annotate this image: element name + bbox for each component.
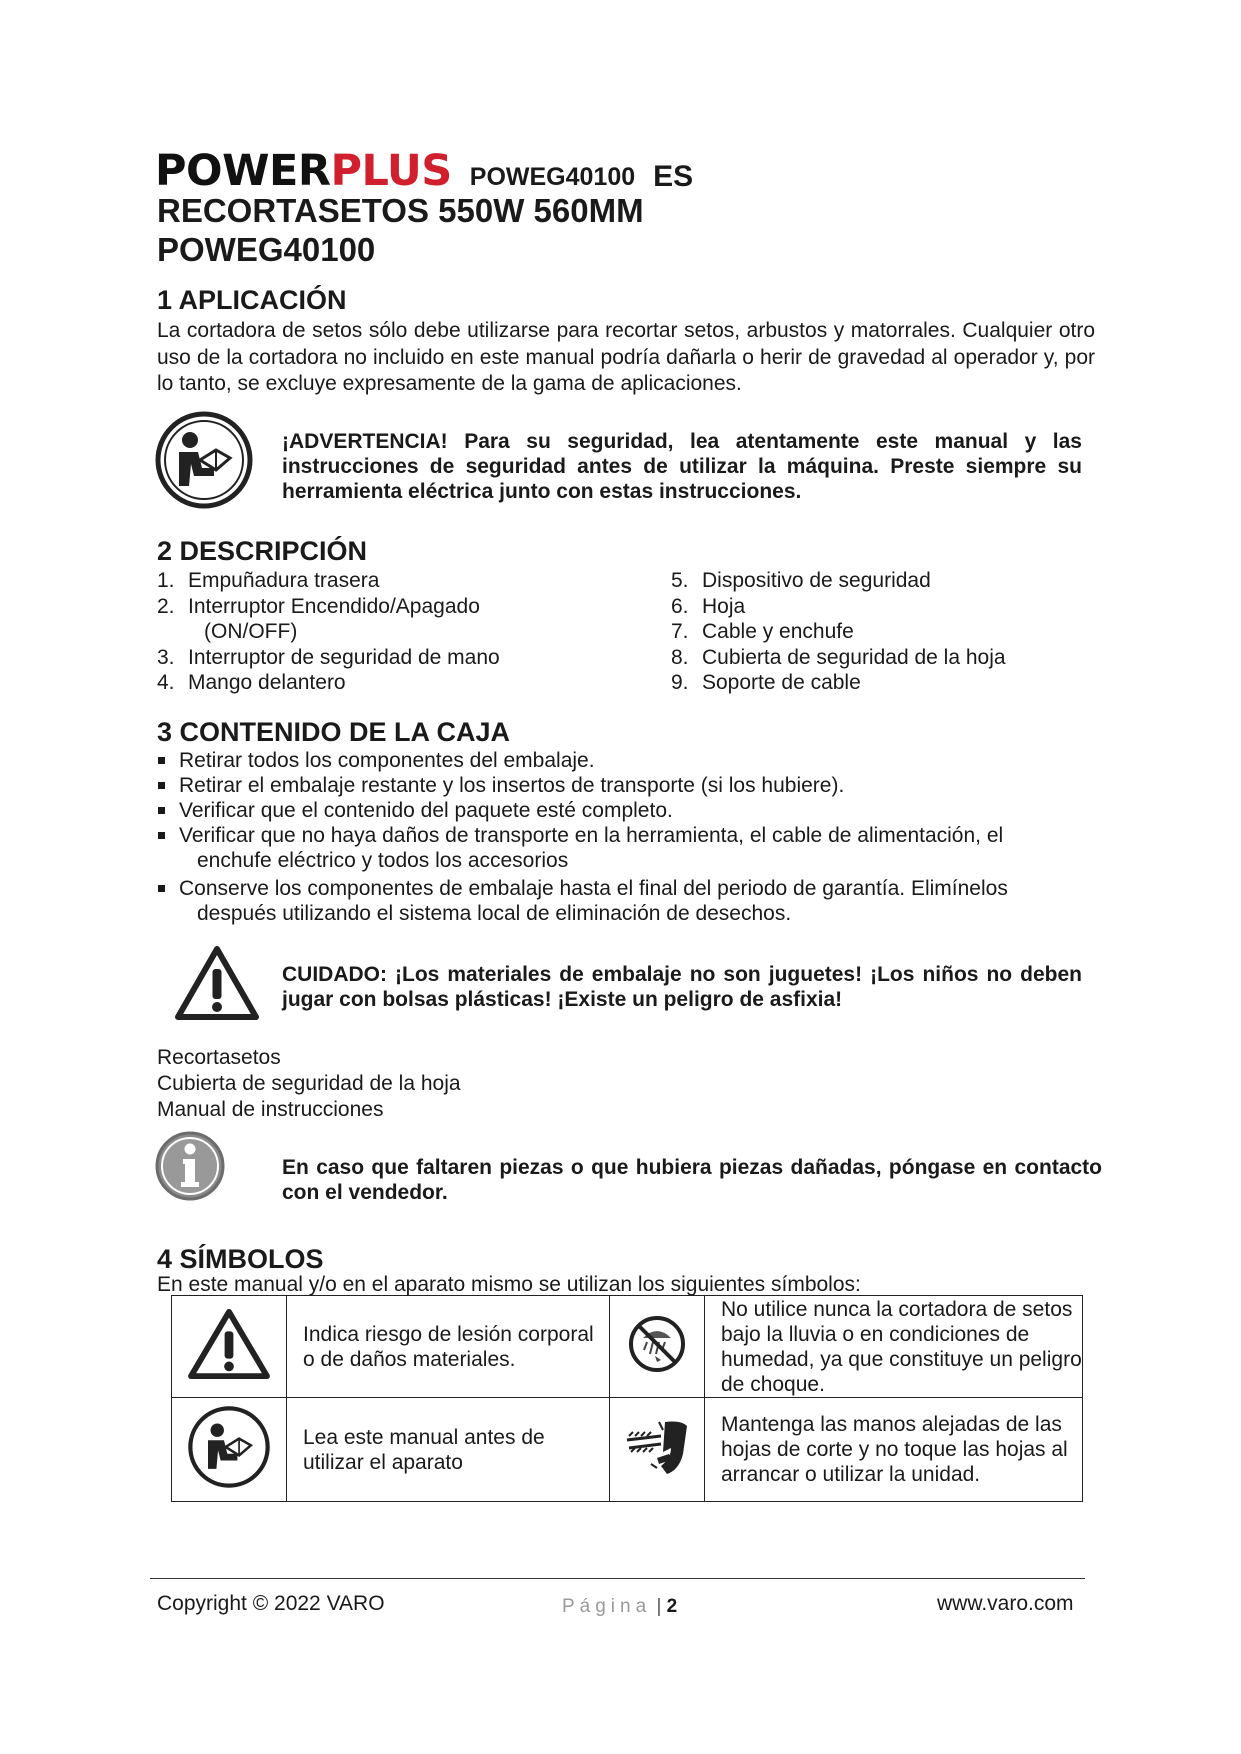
website-link[interactable]: www.varo.com (937, 1592, 1074, 1615)
caution-triangle-icon (174, 945, 260, 1026)
content-item: Cubierta de seguridad de la hoja (157, 1072, 461, 1095)
table-row (172, 1398, 1083, 1502)
description-list-right (671, 568, 1091, 696)
symbol-description: No utilice nunca la cortadora de setos bajo la lluvia o en condiciones de humedad, ya que constituye un peligro de choque. (705, 1296, 1083, 1398)
item-number: 2. (157, 594, 175, 618)
item-label: Soporte de cable (702, 671, 861, 694)
no-rain-icon (627, 1314, 687, 1374)
bullet-item: Verificar que no haya daños de transporte en la herramienta, el cable de alimentación, el enchufe eléctrico y todos los accesorios (157, 823, 1097, 873)
logo-power-text: POWER (155, 146, 331, 196)
document-title (157, 191, 644, 269)
section-3-heading: 3 CONTENIDO DE LA CAJA (157, 717, 511, 747)
bullet-item: Verificar que el contenido del paquete esté completo. (157, 798, 1097, 823)
missing-parts-info: En caso que faltaren piezas o que hubiera piezas dañadas, póngase en contacto con el vendedor. (282, 1156, 1102, 1204)
symbol-cell (172, 1398, 287, 1502)
read-manual-icon (187, 1405, 271, 1489)
title-line-2: POWEG40100 (157, 231, 376, 268)
symbols-table (171, 1295, 1083, 1502)
item-number: 8. (671, 645, 689, 669)
list-item (157, 670, 637, 696)
symbol-description: Lea este manual antes de utilizar el aparato (287, 1398, 610, 1502)
section-1-heading: 1 APLICACIÓN (157, 285, 347, 315)
copyright: Copyright © 2022 VARO (157, 1592, 385, 1615)
item-label: Mango delantero (188, 671, 346, 694)
page-number: 2 (666, 1596, 678, 1617)
footer-divider (150, 1578, 1085, 1579)
item-label: Interruptor Encendido/Apagado (188, 594, 480, 618)
item-number: 3. (157, 645, 175, 669)
read-manual-warning-icon (154, 410, 254, 515)
keep-hands-away-icon (621, 1414, 693, 1480)
list-item (671, 670, 1091, 696)
description-list-left (157, 568, 637, 696)
symbols-intro: En este manual y/o en el aparato mismo se utilizan los siguientes símbolos: (157, 1273, 861, 1296)
item-number: 4. (157, 671, 175, 694)
item-label: Interruptor de seguridad de mano (188, 645, 500, 669)
section-2-heading: 2 DESCRIPCIÓN (157, 536, 368, 566)
table-row (172, 1296, 1083, 1398)
list-item (671, 645, 1091, 671)
list-item-continuation (157, 619, 637, 645)
item-number: 5. (671, 569, 689, 592)
symbol-description: Indica riesgo de lesión corporal o de daños materiales. (287, 1296, 610, 1398)
list-item (671, 568, 1091, 594)
symbol-cell (610, 1398, 705, 1502)
item-number: 9. (671, 671, 689, 694)
powerplus-logo (155, 146, 452, 196)
content-item: Manual de instrucciones (157, 1098, 384, 1121)
application-paragraph: La cortadora de setos sólo debe utilizarse para recortar setos, arbustos y matorrales. Cualquier otro uso de la cortadora no incluido en este manual podría dañarla o herir de gravedad al operador y, por lo tanto, se excluye expresamente de la gama de aplicaciones. (157, 319, 1095, 395)
symbol-cell (172, 1296, 287, 1398)
bullet-item: Conserve los componentes de embalaje hasta el final del periodo de garantía. Elimínelos después utilizando el sistema local de eliminación de desechos. (157, 876, 1097, 926)
list-item (671, 594, 1091, 620)
title-line-1: RECORTASETOS 550W 560MM (157, 192, 644, 229)
item-label: Dispositivo de seguridad (702, 569, 931, 592)
safety-warning-text: ¡ADVERTENCIA! Para su seguridad, lea atentamente este manual y las instrucciones de seguridad antes de utilizar la máquina. Preste siempre su herramienta eléctrica junto con estas instrucciones. (282, 430, 1082, 503)
page-label: Página (562, 1596, 652, 1617)
caution-text: CUIDADO: ¡Los materiales de embalaje no son juguetes! ¡Los niños no deben jugar con bolsas plásticas! ¡Existe un peligro de asfixia! (282, 963, 1082, 1011)
list-item (157, 645, 637, 671)
model-code: POWEG40100 (469, 163, 636, 191)
item-label: Cubierta de seguridad de la hoja (702, 645, 1006, 669)
item-number: 7. (671, 620, 689, 643)
package-contents-list (157, 1045, 461, 1123)
item-label-cont: (ON/OFF) (204, 620, 298, 643)
list-item (157, 568, 637, 594)
list-item (671, 619, 1091, 645)
header (155, 145, 694, 196)
symbol-description: Mantenga las manos alejadas de las hojas de corte y no toque las hojas al arrancar o utilizar la unidad. (705, 1398, 1083, 1502)
page-indicator: Página | 2 (562, 1596, 678, 1617)
item-number: 1. (157, 569, 175, 592)
logo-plus-text: PLUS (330, 146, 452, 196)
warning-triangle-icon (187, 1307, 271, 1381)
info-icon (154, 1130, 226, 1207)
item-label: Hoja (702, 594, 746, 618)
bullet-item: Retirar todos los componentes del embalaje. (157, 748, 1097, 773)
section-4-heading: 4 SÍMBOLOS (157, 1244, 324, 1274)
box-contents-bullets (157, 748, 1097, 926)
list-item (157, 594, 637, 620)
bullet-item: Retirar el embalaje restante y los insertos de transporte (si los hubiere). (157, 773, 1097, 798)
item-number: 6. (671, 594, 689, 618)
language-code: ES (653, 160, 694, 193)
content-item: Recortasetos (157, 1046, 281, 1069)
symbol-cell (610, 1296, 705, 1398)
item-label: Cable y enchufe (702, 620, 854, 643)
item-label: Empuñadura trasera (188, 569, 380, 592)
